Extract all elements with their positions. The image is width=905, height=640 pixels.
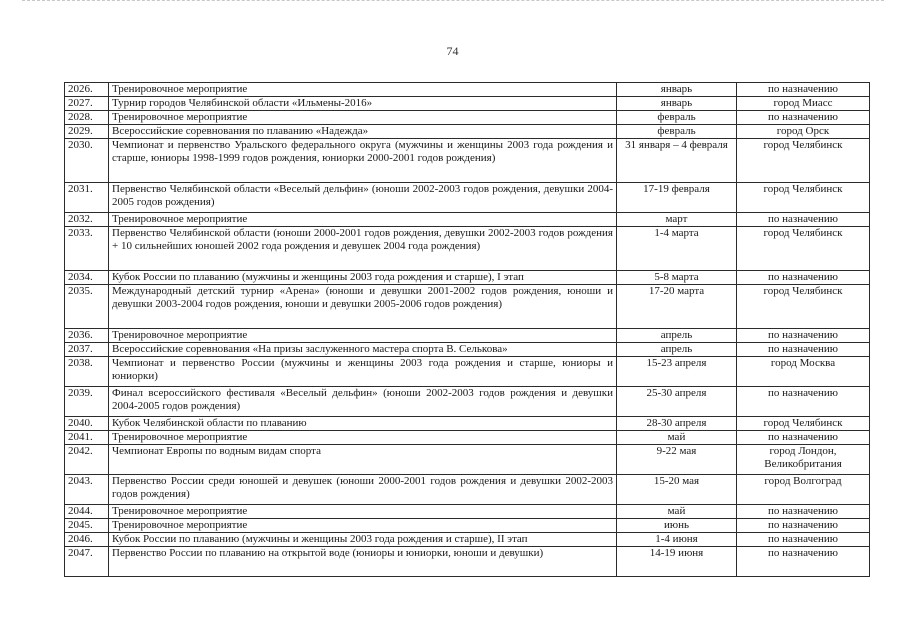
event-place: по назначению: [737, 343, 870, 357]
event-name: Турнир городов Челябинской области «Ильмены-2016»: [109, 97, 617, 111]
table-row: [65, 285, 870, 329]
table-row: [65, 83, 870, 97]
event-name: Тренировочное мероприятие: [109, 519, 617, 533]
event-place: по назначению: [737, 505, 870, 519]
event-number: 2038.: [65, 357, 109, 387]
event-name: Финал всероссийского фестиваля «Веселый дельфин» (юноши 2002-2003 годов рождения и девушки 2004-2005 годов рождения): [109, 387, 617, 417]
event-date: февраль: [617, 125, 737, 139]
event-place: по назначению: [737, 387, 870, 417]
event-place: город Челябинск: [737, 183, 870, 213]
table-row: [65, 213, 870, 227]
event-date: январь: [617, 97, 737, 111]
event-name: Чемпионат и первенство России (мужчины и женщины 2003 года рождения и старше, юниоры и юниорки): [109, 357, 617, 387]
event-date: 15-23 апреля: [617, 357, 737, 387]
event-name: Первенство России среди юношей и девушек (юноши 2000-2001 годов рождения и девушки 2002-2003 годов рождения): [109, 475, 617, 505]
table-row: [65, 329, 870, 343]
event-name: Первенство Челябинской области «Веселый дельфин» (юноши 2002-2003 годов рождения, девушки 2004-2005 годов рождения): [109, 183, 617, 213]
table-row: [65, 547, 870, 577]
event-place: город Челябинск: [737, 285, 870, 329]
event-date: апрель: [617, 329, 737, 343]
event-number: 2047.: [65, 547, 109, 577]
event-number: 2040.: [65, 417, 109, 431]
event-place: по назначению: [737, 533, 870, 547]
event-date: апрель: [617, 343, 737, 357]
table-row: [65, 111, 870, 125]
event-name: Всероссийские соревнования по плаванию «Надежда»: [109, 125, 617, 139]
event-place: город Челябинск: [737, 139, 870, 183]
event-name: Тренировочное мероприятие: [109, 431, 617, 445]
event-number: 2036.: [65, 329, 109, 343]
events-table-body: [65, 83, 870, 577]
event-place: по назначению: [737, 213, 870, 227]
event-number: 2043.: [65, 475, 109, 505]
event-place: город Челябинск: [737, 227, 870, 271]
table-row: [65, 271, 870, 285]
event-number: 2029.: [65, 125, 109, 139]
event-date: январь: [617, 83, 737, 97]
event-number: 2046.: [65, 533, 109, 547]
event-date: май: [617, 505, 737, 519]
event-date: 15-20 мая: [617, 475, 737, 505]
event-name: Первенство Челябинской области (юноши 2000-2001 годов рождения, девушки 2002-2003 годов рождения + 10 сильнейших юношей 2002 года рождения и девушек 2004 года рождения): [109, 227, 617, 271]
event-name: Чемпионат Европы по водным видам спорта: [109, 445, 617, 475]
event-place: город Волгоград: [737, 475, 870, 505]
event-number: 2035.: [65, 285, 109, 329]
table-row: [65, 125, 870, 139]
page-top-edge: [22, 0, 884, 4]
event-number: 2027.: [65, 97, 109, 111]
table-row: [65, 505, 870, 519]
event-place: город Миасс: [737, 97, 870, 111]
event-place: по назначению: [737, 83, 870, 97]
table-row: [65, 417, 870, 431]
event-number: 2041.: [65, 431, 109, 445]
event-name: Кубок России по плаванию (мужчины и женщины 2003 года рождения и старше), II этап: [109, 533, 617, 547]
event-place: по назначению: [737, 547, 870, 577]
event-place: город Лондон, Великобритания: [737, 445, 870, 475]
event-place: город Москва: [737, 357, 870, 387]
event-number: 2037.: [65, 343, 109, 357]
event-name: Международный детский турнир «Арена» (юноши и девушки 2001-2002 годов рождения, юноши и девушки 2003-2004 годов рождения, юноши и девушки 2005-2006 годов рождения): [109, 285, 617, 329]
event-number: 2031.: [65, 183, 109, 213]
event-number: 2028.: [65, 111, 109, 125]
event-number: 2045.: [65, 519, 109, 533]
event-place: по назначению: [737, 271, 870, 285]
table-row: [65, 343, 870, 357]
table-row: [65, 475, 870, 505]
table-row: [65, 431, 870, 445]
event-name: Кубок России по плаванию (мужчины и женщины 2003 года рождения и старше), I этап: [109, 271, 617, 285]
table-row: [65, 97, 870, 111]
event-number: 2033.: [65, 227, 109, 271]
event-date: 31 января – 4 февраля: [617, 139, 737, 183]
event-name: Всероссийские соревнования «На призы заслуженного мастера спорта В. Селькова»: [109, 343, 617, 357]
event-number: 2032.: [65, 213, 109, 227]
event-name: Кубок Челябинской области по плаванию: [109, 417, 617, 431]
event-number: 2042.: [65, 445, 109, 475]
event-name: Тренировочное мероприятие: [109, 111, 617, 125]
events-table: [64, 82, 870, 577]
event-place: город Челябинск: [737, 417, 870, 431]
event-date: 28-30 апреля: [617, 417, 737, 431]
event-number: 2039.: [65, 387, 109, 417]
table-row: [65, 227, 870, 271]
event-place: по назначению: [737, 431, 870, 445]
event-date: май: [617, 431, 737, 445]
event-place: по назначению: [737, 519, 870, 533]
event-date: июнь: [617, 519, 737, 533]
event-date: март: [617, 213, 737, 227]
event-place: по назначению: [737, 329, 870, 343]
event-date: 9-22 мая: [617, 445, 737, 475]
event-number: 2030.: [65, 139, 109, 183]
event-name: Тренировочное мероприятие: [109, 213, 617, 227]
event-number: 2044.: [65, 505, 109, 519]
event-date: 1-4 марта: [617, 227, 737, 271]
event-date: 17-20 марта: [617, 285, 737, 329]
page-number: 74: [446, 44, 459, 58]
event-date: 25-30 апреля: [617, 387, 737, 417]
table-row: [65, 357, 870, 387]
event-date: 14-19 июня: [617, 547, 737, 577]
event-name: Тренировочное мероприятие: [109, 329, 617, 343]
event-number: 2034.: [65, 271, 109, 285]
event-number: 2026.: [65, 83, 109, 97]
table-row: [65, 183, 870, 213]
table-row: [65, 519, 870, 533]
event-name: Тренировочное мероприятие: [109, 83, 617, 97]
table-row: [65, 139, 870, 183]
event-name: Первенство России по плаванию на открытой воде (юниоры и юниорки, юноши и девушки): [109, 547, 617, 577]
event-name: Тренировочное мероприятие: [109, 505, 617, 519]
table-row: [65, 445, 870, 475]
table-row: [65, 387, 870, 417]
event-place: по назначению: [737, 111, 870, 125]
event-date: 1-4 июня: [617, 533, 737, 547]
event-date: 5-8 марта: [617, 271, 737, 285]
event-date: февраль: [617, 111, 737, 125]
table-row: [65, 533, 870, 547]
event-date: 17-19 февраля: [617, 183, 737, 213]
event-place: город Орск: [737, 125, 870, 139]
event-name: Чемпионат и первенство Уральского федерального округа (мужчины и женщины 2003 года рождения и старше, юниоры 1998-1999 годов рождения, юниорки 2000-2001 годов рождения): [109, 139, 617, 183]
